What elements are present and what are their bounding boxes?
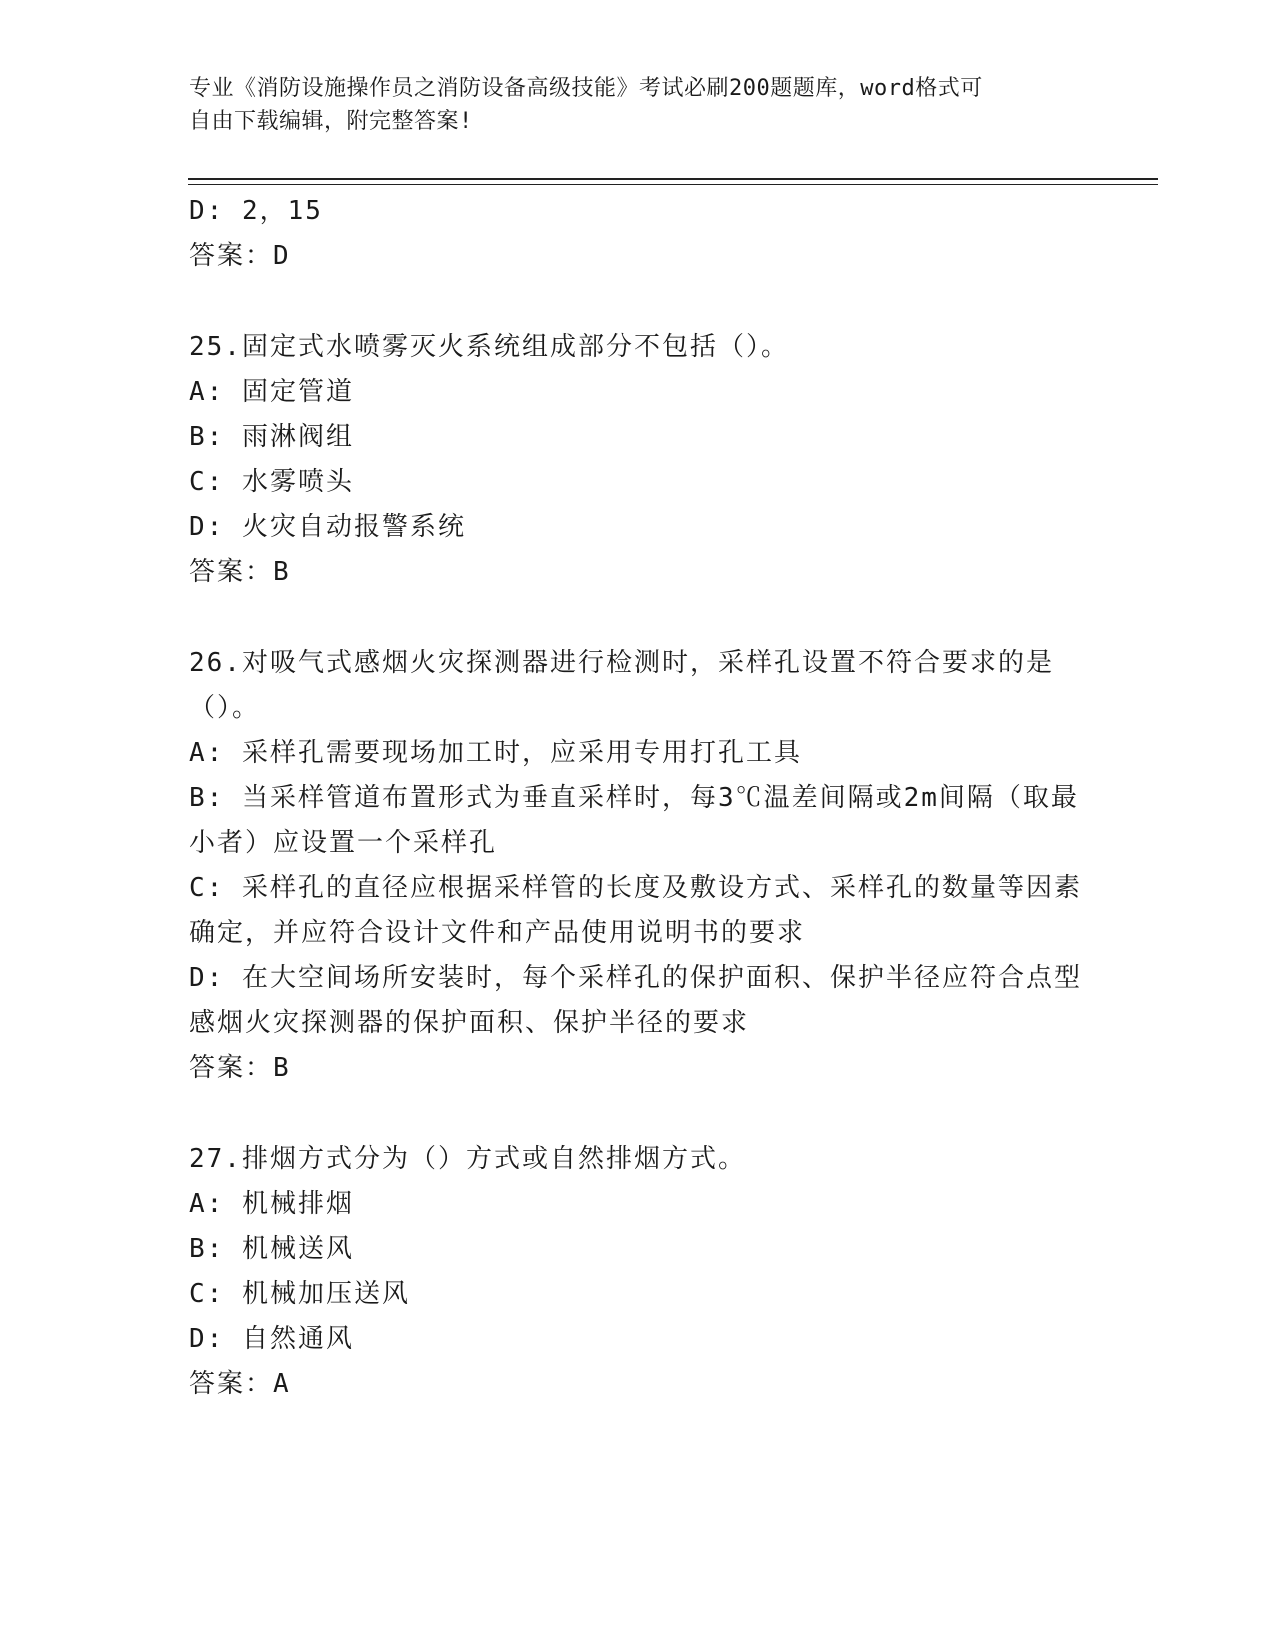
question-content xyxy=(189,189,1089,1407)
option-b: B: 当采样管道布置形式为垂直采样时，每3℃温差间隔或2m间隔（取最小者）应设置一个采样孔 xyxy=(189,783,1079,858)
option-d: D: 火灾自动报警系统 xyxy=(189,512,466,542)
option-c: C: 水雾喷头 xyxy=(189,467,354,497)
question-stem: 25.固定式水喷雾灭火系统组成部分不包括（）。 xyxy=(189,332,789,362)
question-25 xyxy=(189,325,1089,595)
spacer xyxy=(189,279,1089,325)
option-b: B: 机械送风 xyxy=(189,1234,354,1264)
answer: 答案：B xyxy=(189,557,291,587)
question-27 xyxy=(189,1137,1089,1407)
question-stem: 27.排烟方式分为（）方式或自然排烟方式。 xyxy=(189,1144,746,1174)
option-b: B: 雨淋阀组 xyxy=(189,422,354,452)
option-a: A: 固定管道 xyxy=(189,377,354,407)
question-stem: 26.对吸气式感烟火灾探测器进行检测时，采样孔设置不符合要求的是（）。 xyxy=(189,648,1054,723)
option-d: D: 自然通风 xyxy=(189,1324,354,1354)
answer: 答案：B xyxy=(189,1053,291,1083)
spacer xyxy=(189,1091,1089,1137)
option-c: C: 机械加压送风 xyxy=(189,1279,410,1309)
question-26 xyxy=(189,641,1089,1091)
answer: 答案：A xyxy=(189,1369,291,1399)
option-a: A: 采样孔需要现场加工时，应采用专用打孔工具 xyxy=(189,738,802,768)
option-a: A: 机械排烟 xyxy=(189,1189,354,1219)
header-rule-thin xyxy=(188,184,1158,185)
document-header xyxy=(189,72,1089,138)
header-line-2: 自由下载编辑，附完整答案! xyxy=(189,109,473,134)
prev-option-d: D: 2，15 xyxy=(189,196,323,226)
option-c: C: 采样孔的直径应根据采样管的长度及敷设方式、采样孔的数量等因素确定，并应符合设计文件和产品使用说明书的要求 xyxy=(189,873,1082,948)
header-rule-thick xyxy=(188,178,1158,180)
spacer xyxy=(189,595,1089,641)
option-d: D: 在大空间场所安装时，每个采样孔的保护面积、保护半径应符合点型感烟火灾探测器的保护面积、保护半径的要求 xyxy=(189,963,1082,1038)
prev-answer: 答案：D xyxy=(189,241,291,271)
header-line-1: 专业《消防设施操作员之消防设备高级技能》考试必刷200题题库，word格式可 xyxy=(189,76,983,101)
